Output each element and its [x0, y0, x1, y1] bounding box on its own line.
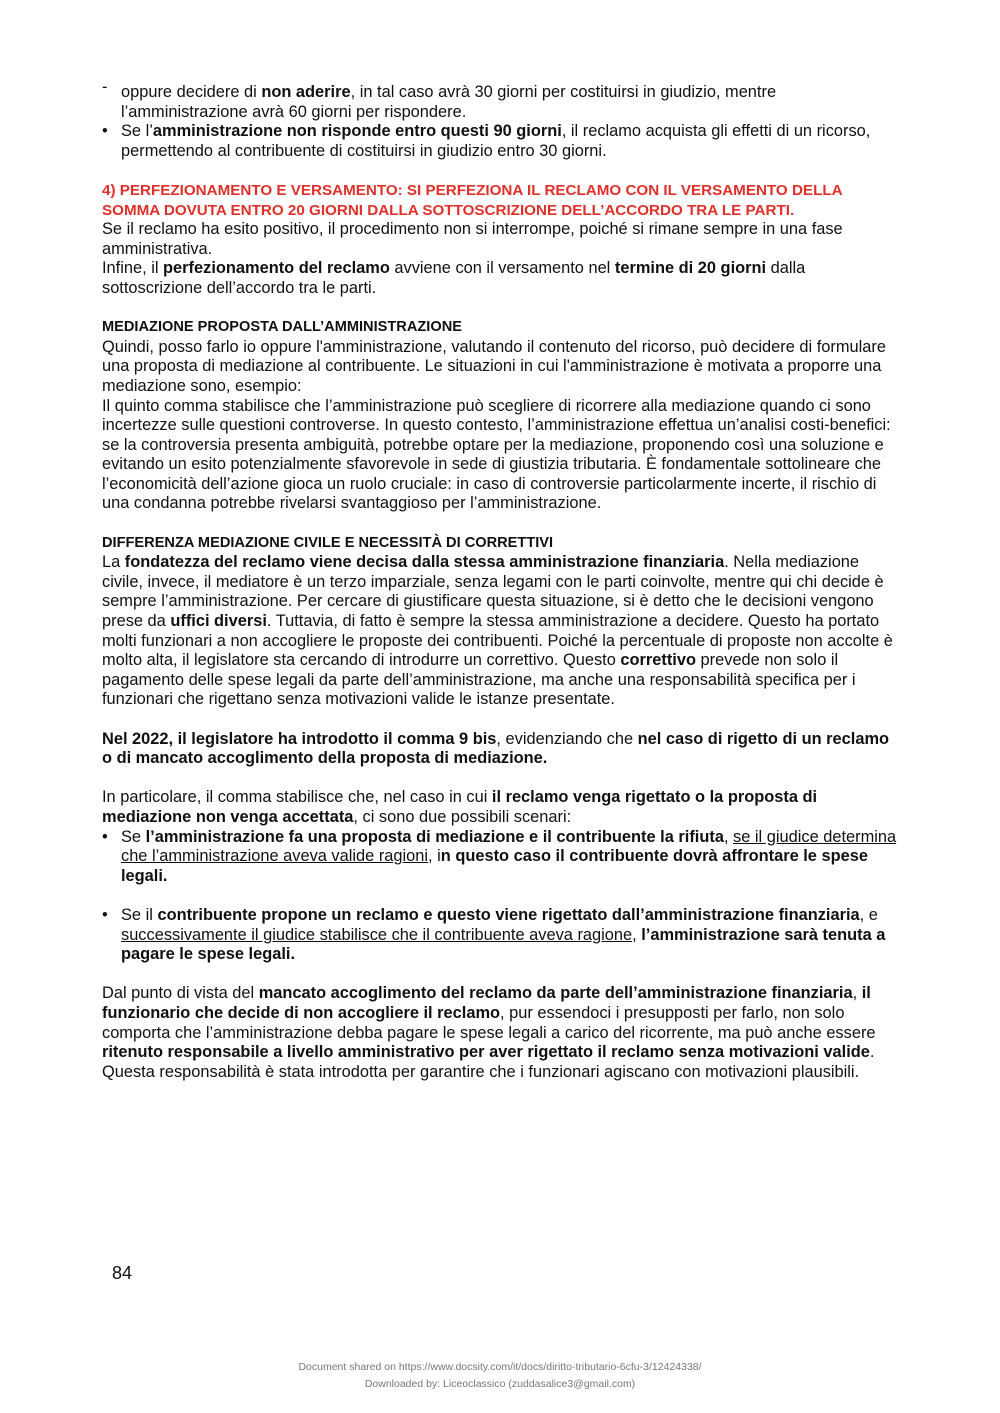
paragraph-differenza: La fondatezza del reclamo viene decisa dalla stessa amministrazione finanziaria. Nella mediazione civile, invece, il mediatore è un terzo imparziale, senza legami con le parti coinvolte, mentre qui chi decide è sempre l’amministrazione. Per cercare di giustificare questa situazione, si è detto che le decisioni vengono prese da uffici diversi. Tuttavia, di fatto è sempre la stessa amministrazione a decidere. Questo ha portato molti funzionari a non accogliere le proposte dei contribuenti. Poiché la percentuale di proposte non accolte è molto alta, il legislatore sta cercando di introdurre un correttivo. Questo correttivo prevede non solo il pagamento delle spese legali da parte dell’amministrazione, ma anche una responsabilità specifica per i funzionari che rigettano senza motivazioni valide le istanze presentate.: [102, 553, 893, 709]
paragraph-mediazione-intro: Quindi, posso farlo io oppure l'amministrazione, valutando il contenuto del ricorso, può decidere di formulare una proposta di mediazione al contribuente. Le situazioni in cui l'amministrazione è motivata a proporre una mediazione sono, esempio:: [102, 337, 886, 395]
footer-downloaded-by: Downloaded by: Liceoclassico (zuddasalice3@gmail.com): [364, 1378, 636, 1390]
paragraph-perfezionamento: Infine, il perfezionamento del reclamo avviene con il versamento nel termine di 20 giorni dalla sottoscrizione dell’accordo tra le parti.: [102, 259, 806, 297]
paragraph-in-particolare: In particolare, il comma stabilisce che, nel caso in cui il reclamo venga rigettato o la proposta di mediazione non venga accettata, ci sono due possibili scenari:: [102, 788, 818, 826]
bullet-marker: •: [102, 905, 108, 924]
list-item-non-aderire: - oppure decidere di non aderire, in tal caso avrà 30 giorni per costituirsi in giudizio, mentre l’amministrazione avrà 60 giorni per rispondere.: [102, 78, 777, 121]
page-number: 84: [112, 1263, 133, 1283]
paragraph-esito-positivo: Se il reclamo ha esito positivo, il procedimento non si interrompe, poiché si rimane sempre in una fase amministrativa.: [102, 220, 843, 258]
paragraph-responsabilita: Questa responsabilità è stata introdotta per garantire che i funzionari agiscano con motivazioni plausibili.: [102, 1062, 860, 1081]
paragraph-quinto-comma: Il quinto comma stabilisce che l’amministrazione può scegliere di ricorrere alla mediazione quando ci sono incertezze sulle questioni controverse. In questo contesto, l’amministrazione effettua un’analisi costi-benefici: se la controversia presenta ambiguità, potrebbe optare per la mediazione, proponendo così una soluzione e evitando un esito potenzialmente sfavorevole in sede di giustizia tributaria. È fondamentale sottolineare che l’economicità dell’azione gioca un ruolo cruciale: in caso di controversie particolarmente incerte, il rischio di una condanna potrebbe rivelarsi svantaggioso per l’amministrazione.: [102, 396, 891, 513]
section-heading-perfezionamento: 4) PERFEZIONAMENTO E VERSAMENTO: SI PERFEZIONA IL RECLAMO CON IL VERSAMENTO DELLA SOMMA DOVUTA ENTRO 20 GIORNI DALLA SOTTOSCRIZIONE DELL’ACCORDO TRA LE PARTI.: [102, 181, 843, 219]
paragraph-conclusione: Dal punto di vista del mancato accoglimento del reclamo da parte dell’amministrazione finanziaria, il funzionario che decide di non accogliere il reclamo, pur essendoci i presupposti per farlo, non solo comporta che l’amministrazione debba pagare le spese legali a carico del ricorrente, ma può anche essere ritenuto responsabile a livello amministrativo per aver rigettato il reclamo senza motivazioni valide.: [102, 984, 876, 1062]
list-item-scenario-2: • Se il contribuente propone un reclamo e questo viene rigettato dall’amministrazione finanziaria, e successivamente il giudice stabilisce che il contribuente aveva ragione, l’amministrazione sarà tenuta a pagare le spese legali.: [102, 905, 886, 964]
bullet-marker: •: [102, 827, 108, 846]
footer-shared-url: Document shared on https://www.docsity.com/it/docs/diritto-tributario-6cfu-3/12424338/: [298, 1361, 702, 1373]
paragraph-comma-9-bis: Nel 2022, il legislatore ha introdotto il comma 9 bis, evidenziando che nel caso di rigetto di un reclamo o di mancato accoglimento della proposta di mediazione.: [102, 729, 890, 768]
list-item-scenario-1: • Se l’amministrazione fa una proposta di mediazione e il contribuente la rifiuta, se il giudice determina che l’amministrazione aveva valide ragioni, in questo caso il contribuente dovrà affrontare le spese legali.: [102, 827, 897, 885]
section-heading-mediazione: MEDIAZIONE PROPOSTA DALL’AMMINISTRAZIONE: [102, 319, 462, 336]
list-item-90-giorni: • Se l’amministrazione non risponde entro questi 90 giorni, il reclamo acquista gli effetti di un ricorso, permettendo al contribuente di costituirsi in giudizio entro 30 giorni.: [102, 122, 871, 160]
bullet-marker: •: [102, 122, 108, 141]
page-content: [102, 78, 902, 1082]
dash-marker: -: [102, 78, 108, 96]
section-heading-differenza: DIFFERENZA MEDIAZIONE CIVILE E NECESSITÀ DI CORRETTIVI: [102, 534, 554, 551]
